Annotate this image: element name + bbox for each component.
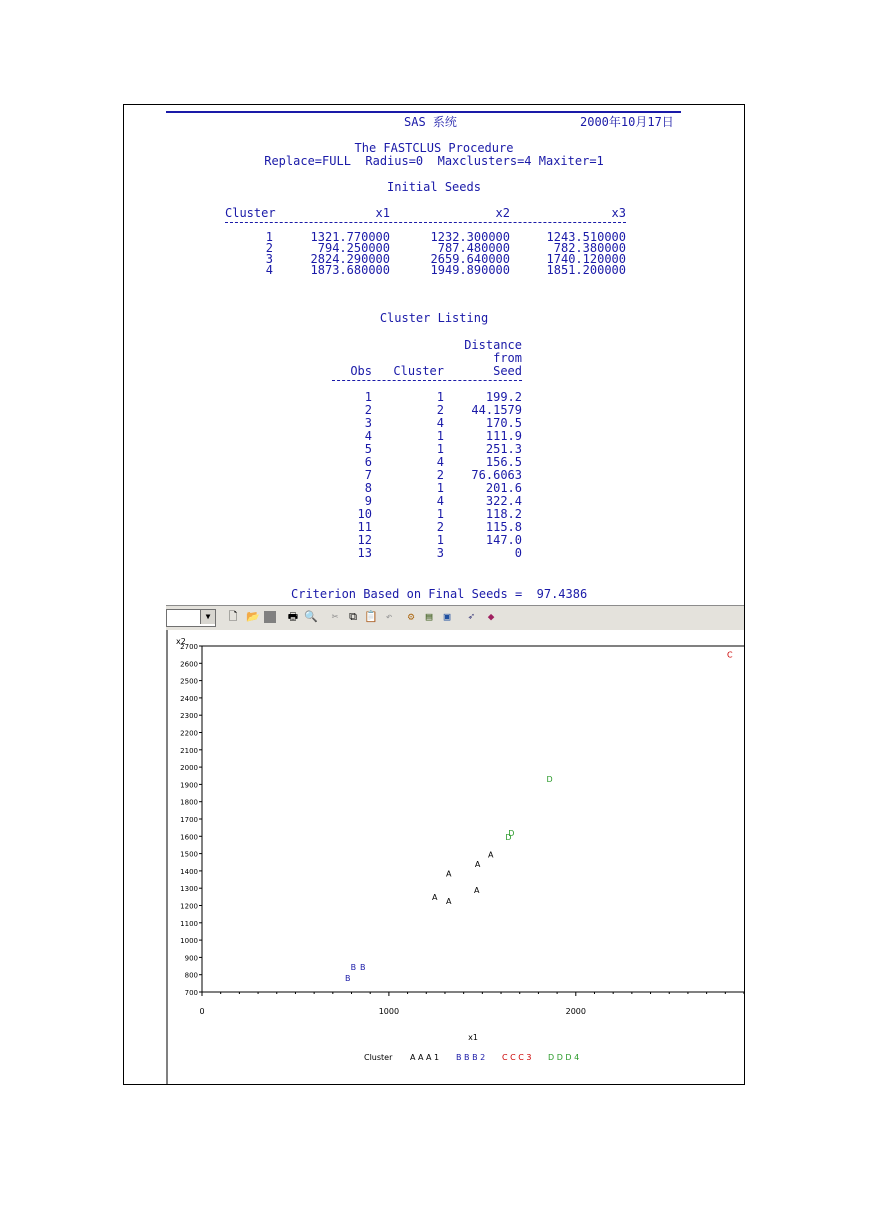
listing-cell: 7 [364, 468, 372, 482]
listing-col-cluster: Cluster [393, 364, 444, 378]
y-axis-label: x2 [176, 637, 186, 646]
y-tick-label: 900 [184, 954, 198, 963]
cluster-listing-title: Cluster Listing [379, 311, 489, 325]
header-title: SAS 系统 [404, 115, 457, 129]
data-point-b: B [350, 962, 357, 972]
listing-cell: 3 [364, 416, 372, 430]
data-point-a: A [445, 869, 452, 879]
y-tick-label: 1600 [180, 833, 198, 842]
listing-cell: 156.5 [485, 455, 522, 469]
listing-cell: 0 [514, 546, 522, 560]
listing-cell: 2 [436, 468, 444, 482]
data-point-b: B [359, 962, 366, 972]
seeds-cell: 1949.890000 [430, 263, 510, 277]
y-tick-label: 2100 [180, 746, 198, 755]
listing-col-seed: Seed [493, 364, 522, 378]
undo-icon[interactable]: ↶ [385, 610, 393, 623]
y-tick-label: 1400 [180, 867, 198, 876]
print-icon[interactable]: 🖶 [287, 610, 299, 623]
y-tick-label: 1100 [180, 919, 198, 928]
y-tick-label: 700 [184, 989, 198, 997]
data-point-b: B [345, 974, 351, 984]
seeds-cell: 2659.640000 [430, 252, 510, 266]
listing-cell: 76.6063 [471, 468, 522, 482]
listing-cell: 10 [357, 507, 372, 521]
graph-icon[interactable]: ▣ [443, 610, 451, 623]
listing-col-from: from [493, 351, 522, 365]
y-tick-label: 2700 [180, 643, 198, 651]
header-date: 2000年10月17日 [580, 115, 674, 129]
toolbar [166, 605, 745, 631]
seeds-col-x3: x3 [611, 206, 626, 220]
x-tick-label: 1000 [378, 1007, 400, 1016]
data-point-d: D [508, 828, 515, 838]
listing-cell: 199.2 [485, 390, 522, 404]
listing-cell: 4 [436, 416, 444, 430]
legend-entry: B B B 2 [456, 1053, 486, 1062]
criterion-line: Criterion Based on Final Seeds = 97.4386 [291, 587, 588, 601]
listing-cell: 4 [364, 429, 372, 443]
seeds-col-x1: x1 [375, 206, 390, 220]
seeds-cell: 787.480000 [437, 241, 510, 255]
cut-icon[interactable]: ✂ [331, 610, 339, 623]
x-tick-label: 0 [199, 1007, 205, 1016]
sas-output-window [124, 105, 744, 605]
data-point-a: A [431, 892, 438, 902]
listing-col-obs: Obs [350, 364, 372, 378]
listing-cell: 8 [364, 481, 372, 495]
listing-cell: 1 [436, 429, 444, 443]
graph-window [166, 630, 745, 1085]
seeds-cell: 3 [265, 252, 273, 266]
seeds-cell: 782.380000 [553, 241, 626, 255]
listing-cell: 9 [364, 494, 372, 508]
seeds-cell: 1740.120000 [546, 252, 626, 266]
y-tick-label: 2200 [180, 729, 198, 738]
seeds-cell: 1851.200000 [546, 263, 626, 277]
results-icon[interactable]: ▤ [425, 610, 433, 623]
y-tick-label: 2600 [180, 660, 198, 669]
listing-cell: 4 [436, 455, 444, 469]
listing-cell: 2 [364, 403, 372, 417]
data-point-a: A [445, 897, 452, 907]
seeds-cell: 1232.300000 [430, 230, 510, 244]
listing-cell: 118.2 [485, 507, 522, 521]
listing-cell: 322.4 [485, 494, 522, 508]
paste-icon[interactable]: 📋 [364, 610, 378, 623]
legend-title: Cluster [364, 1053, 393, 1062]
data-point-a: A [488, 850, 494, 860]
listing-cell: 13 [357, 546, 372, 560]
y-tick-label: 800 [184, 971, 198, 980]
seeds-header-rule [225, 222, 626, 223]
listing-cell: 1 [436, 507, 444, 521]
seeds-cell: 2 [265, 241, 273, 255]
chevron-down-icon[interactable]: ▼ [200, 610, 215, 624]
seeds-cell: 794.250000 [317, 241, 390, 255]
listing-cell: 2 [436, 520, 444, 534]
data-point-a: A [474, 859, 481, 869]
copy-icon[interactable]: ⧉ [349, 610, 357, 623]
legend-entry: C C C 3 [502, 1053, 532, 1062]
y-tick-label: 2000 [180, 764, 198, 773]
listing-cell: 111.9 [485, 429, 522, 443]
legend-entry: D D D 4 [548, 1053, 580, 1062]
y-tick-label: 2400 [180, 694, 198, 703]
data-point-d: D [546, 775, 553, 785]
seeds-cell: 1243.510000 [546, 230, 626, 244]
command-combo[interactable] [166, 609, 216, 627]
listing-cell: 44.1579 [471, 403, 522, 417]
data-point-a: A [473, 885, 480, 895]
listing-cell: 2 [436, 403, 444, 417]
listing-cell: 1 [436, 442, 444, 456]
y-tick-label: 1300 [180, 885, 198, 894]
explorer-icon[interactable]: ⚙ [407, 610, 415, 623]
listing-cell: 1 [436, 533, 444, 547]
data-point-d: D [505, 833, 512, 843]
seeds-cell: 2824.290000 [310, 252, 390, 266]
listing-cell: 1 [436, 481, 444, 495]
listing-cell: 115.8 [485, 520, 522, 534]
y-tick-label: 2300 [180, 712, 198, 721]
seeds-cell: 1321.770000 [310, 230, 390, 244]
y-tick-label: 1200 [180, 902, 198, 911]
listing-cell: 12 [357, 533, 372, 547]
scatter-plot [168, 630, 745, 1085]
x-tick-label: 2000 [565, 1007, 586, 1016]
seeds-cell: 4 [265, 263, 273, 277]
save-icon[interactable] [264, 611, 276, 623]
y-tick-label: 1900 [180, 781, 198, 790]
document-frame [123, 104, 745, 1085]
open-icon[interactable]: 📂 [246, 610, 260, 623]
listing-cell: 5 [364, 442, 372, 456]
listing-cell: 201.6 [485, 481, 522, 495]
procedure-options: Replace=FULL Radius=0 Maxclusters=4 Maxiter=1 [264, 154, 604, 168]
listing-cell: 6 [364, 455, 372, 469]
help-icon[interactable]: ◆ [487, 610, 495, 623]
print-preview-icon[interactable]: 🔍 [304, 610, 318, 623]
y-tick-label: 1800 [180, 798, 198, 807]
procedure-name: The FASTCLUS Procedure [354, 141, 514, 155]
legend-entry: A A A 1 [410, 1053, 440, 1062]
listing-cell: 1 [436, 390, 444, 404]
x-axis-label: x1 [468, 1033, 478, 1042]
listing-cell: 11 [357, 520, 372, 534]
initial-seeds-title: Initial Seeds [387, 180, 481, 194]
seeds-col-cluster: Cluster [225, 206, 276, 220]
y-tick-label: 1500 [180, 850, 198, 859]
listing-cell: 170.5 [485, 416, 522, 430]
submit-icon[interactable]: ➶ [467, 610, 475, 623]
listing-header-rule [332, 380, 522, 381]
listing-col-distance: Distance [464, 338, 522, 352]
y-tick-label: 2500 [180, 677, 198, 686]
listing-cell: 251.3 [485, 442, 522, 456]
seeds-cell: 1 [265, 230, 273, 244]
listing-cell: 1 [364, 390, 372, 404]
seeds-col-x2: x2 [495, 206, 510, 220]
new-icon[interactable]: 🗋 [228, 610, 238, 623]
listing-cell: 147.0 [485, 533, 522, 547]
y-tick-label: 1000 [180, 937, 198, 946]
y-tick-label: 1700 [180, 816, 198, 824]
data-point-c: C [726, 650, 733, 660]
listing-cell: 3 [436, 546, 444, 560]
seeds-cell: 1873.680000 [310, 263, 390, 277]
listing-cell: 4 [436, 494, 444, 508]
